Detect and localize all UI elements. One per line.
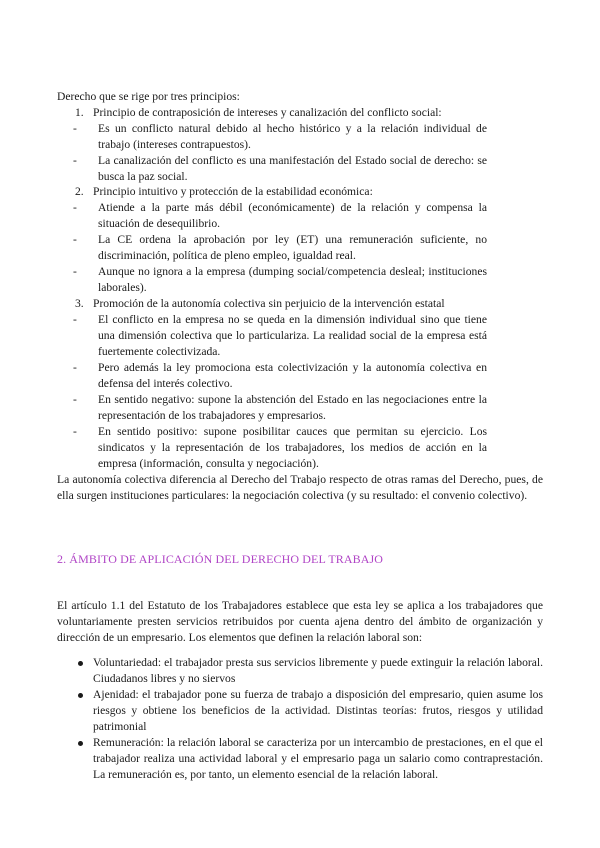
list-item	[57, 655, 543, 687]
subitem-text: La CE ordena la aprobación por ley (ET) una remuneración suficiente, no discriminación, política de pleno empleo, igualdad real.	[98, 233, 487, 262]
subitem-text: En sentido negativo: supone la abstención del Estado en las negociaciones entre la representación de los trabajadores y empresarios.	[98, 393, 487, 422]
bullet-icon	[78, 741, 83, 746]
section-intro-paragraph: El artículo 1.1 del Estatuto de los Trabajadores establece que esta ley se aplica a los trabajadores que voluntariamente presten servicios retribuidos por cuenta ajena dentro del ámbito de organización y dirección de un empresario. Los elementos que definen la relación laboral son:	[57, 599, 543, 644]
principle-subitem: - En sentido positivo: supone posibilitar cauces que permitan su ejercicio. Los sindicatos y la representación de los trabajadores, los medios de acción en la empresa (información, consulta y negociación).	[73, 425, 487, 470]
section-heading: 2. ÁMBITO DE APLICACIÓN DEL DERECHO DEL TRABAJO	[57, 552, 384, 566]
subitem-text: La canalización del conflicto es una manifestación del Estado social de derecho: se busca la paz social.	[98, 154, 487, 183]
list-item	[57, 735, 543, 782]
subitem-text: En sentido positivo: supone posibilitar cauces que permitan su ejercicio. Los sindicatos y la representación de los trabajadores, los medios de acción en la empresa (información, consulta y negociación).	[98, 425, 487, 470]
principle-title: Promoción de la autonomía colectiva sin perjuicio de la intervención estatal	[93, 297, 445, 310]
principle-subitem: - Es un conflicto natural debido al hecho histórico y a la relación individual de trabajo (intereses contrapuestos).	[73, 122, 487, 151]
principle-number: 2.	[75, 185, 84, 198]
list-item	[57, 687, 543, 734]
principle-number: 3.	[75, 297, 84, 310]
principle-title: Principio de contraposición de intereses y canalización del conflicto social:	[93, 106, 442, 119]
principle-number: 1.	[75, 106, 84, 119]
subitem-text: Es un conflicto natural debido al hecho histórico y a la relación individual de trabajo (intereses contrapuestos).	[98, 122, 487, 151]
subitem-text: Atiende a la parte más débil (económicamente) de la relación y compensa la situación de desequilibrio.	[98, 201, 487, 230]
list-item-text: Ajenidad: el trabajador pone su fuerza de trabajo a disposición del empresario, quien asume los riesgos y obtiene los beneficios de la actividad. Distintas teorías: frutos, riesgos y utilidad patrimonial	[93, 688, 543, 733]
principle-subitem: - La canalización del conflicto es una manifestación del Estado social de derecho: se busca la paz social.	[73, 154, 487, 183]
intro-line: Derecho que se rige por tres principios:	[57, 90, 240, 103]
list-item-text: Remuneración: la relación laboral se caracteriza por un intercambio de prestaciones, en el que el trabajador realiza una actividad laboral y el empresario paga un salario como contraprestación. La remuneración es, por tanto, un elemento esencial de la relación laboral.	[93, 736, 543, 781]
principle-subitem: - Pero además la ley promociona esta colectivización y la autonomía colectiva en defensa del interés colectivo.	[73, 361, 487, 390]
bullet-icon	[78, 661, 83, 666]
principle-subitem: - Aunque no ignora a la empresa (dumping social/competencia desleal; instituciones laborales).	[73, 265, 487, 294]
principle-subitem: - La CE ordena la aprobación por ley (ET) una remuneración suficiente, no discriminación, política de pleno empleo, igualdad real.	[73, 233, 487, 262]
subitem-text: Aunque no ignora a la empresa (dumping social/competencia desleal; instituciones laborales).	[98, 265, 487, 294]
subitem-text: El conflicto en la empresa no se queda en la dimensión individual sino que tiene una dimensión colectiva que lo particulariza. La realidad social de la empresa está fuertemente colectivizada.	[98, 313, 487, 358]
principle-title: Principio intuitivo y protección de la estabilidad económica:	[93, 185, 373, 198]
bullet-icon	[78, 693, 83, 698]
principle-subitem: - Atiende a la parte más débil (económicamente) de la relación y compensa la situación de desequilibrio.	[73, 201, 487, 230]
list-item-text: Voluntariedad: el trabajador presta sus servicios libremente y puede extinguir la relación laboral. Ciudadanos libres y no siervos	[93, 656, 543, 685]
closing-paragraph: La autonomía colectiva diferencia al Derecho del Trabajo respecto de otras ramas del Derecho, pues, de ella surgen instituciones particulares: la negociación colectiva (y su resultado: el convenio colectivo).	[57, 473, 543, 502]
subitem-text: Pero además la ley promociona esta colectivización y la autonomía colectiva en defensa del interés colectivo.	[98, 361, 487, 390]
principle-subitem: - En sentido negativo: supone la abstención del Estado en las negociaciones entre la representación de los trabajadores y empresarios.	[73, 393, 487, 422]
principle-subitem: - El conflicto en la empresa no se queda en la dimensión individual sino que tiene una dimensión colectiva que lo particulariza. La realidad social de la empresa está fuertemente colectivizada.	[73, 313, 487, 358]
